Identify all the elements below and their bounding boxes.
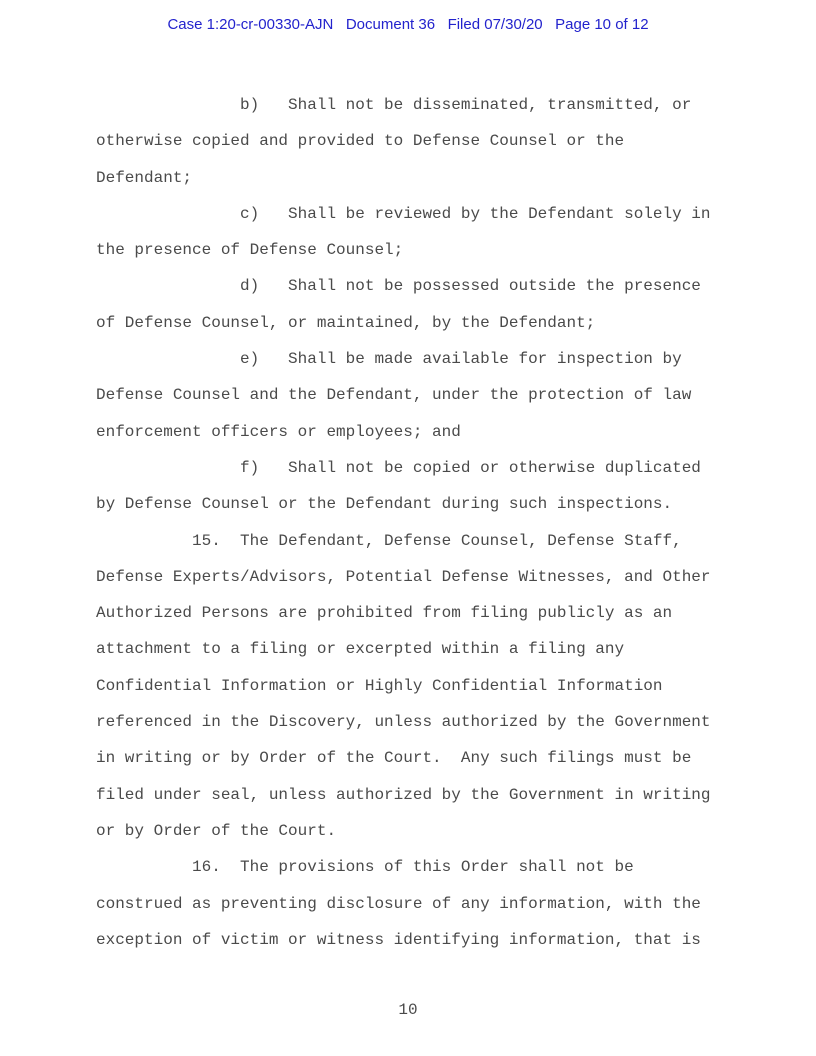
document-line: enforcement officers or employees; and	[96, 422, 461, 441]
document-line: 15. The Defendant, Defense Counsel, Defense Staff,	[96, 531, 682, 550]
document-line: or by Order of the Court.	[96, 821, 337, 840]
document-line: filed under seal, unless authorized by the Government in writing	[96, 785, 711, 804]
document-line: b) Shall not be disseminated, transmitted, or	[96, 96, 692, 114]
document-line: attachment to a filing or excerpted within a filing any	[96, 640, 625, 659]
document-line: the presence of Defense Counsel;	[96, 241, 404, 260]
document-line: c) Shall be reviewed by the Defendant solely in	[96, 204, 711, 223]
document-line: construed as preventing disclosure of any information, with the	[96, 894, 701, 913]
document-line: Authorized Persons are prohibited from filing publicly as an	[96, 604, 673, 623]
document-line: referenced in the Discovery, unless authorized by the Government	[96, 713, 711, 732]
document-line: Defense Experts/Advisors, Potential Defense Witnesses, and Other	[96, 567, 711, 586]
document-line: Defense Counsel and the Defendant, under the protection of law	[96, 386, 692, 405]
document-line: of Defense Counsel, or maintained, by the Defendant;	[96, 313, 596, 332]
case-caption-stamp: Case 1:20-cr-00330-AJN Document 36 Filed 07/30/20 Page 10 of 12	[167, 16, 649, 33]
document-line: e) Shall be made available for inspection by	[96, 350, 682, 369]
document-line: Confidential Information or Highly Confidential Information	[96, 676, 663, 695]
document-line: 16. The provisions of this Order shall not be	[96, 858, 634, 877]
document-line: by Defense Counsel or the Defendant during such inspections.	[96, 495, 673, 514]
document-line: exception of victim or witness identifying information, that is	[96, 930, 701, 949]
document-line: in writing or by Order of the Court. Any such filings must be	[96, 749, 692, 768]
document-line: otherwise copied and provided to Defense Counsel or the	[96, 132, 625, 151]
document-line: f) Shall not be copied or otherwise duplicated	[96, 458, 701, 477]
document-body	[96, 87, 756, 958]
page-number: 10	[398, 1001, 418, 1019]
document-line: d) Shall not be possessed outside the presence	[96, 277, 701, 296]
document-line: Defendant;	[96, 168, 193, 187]
